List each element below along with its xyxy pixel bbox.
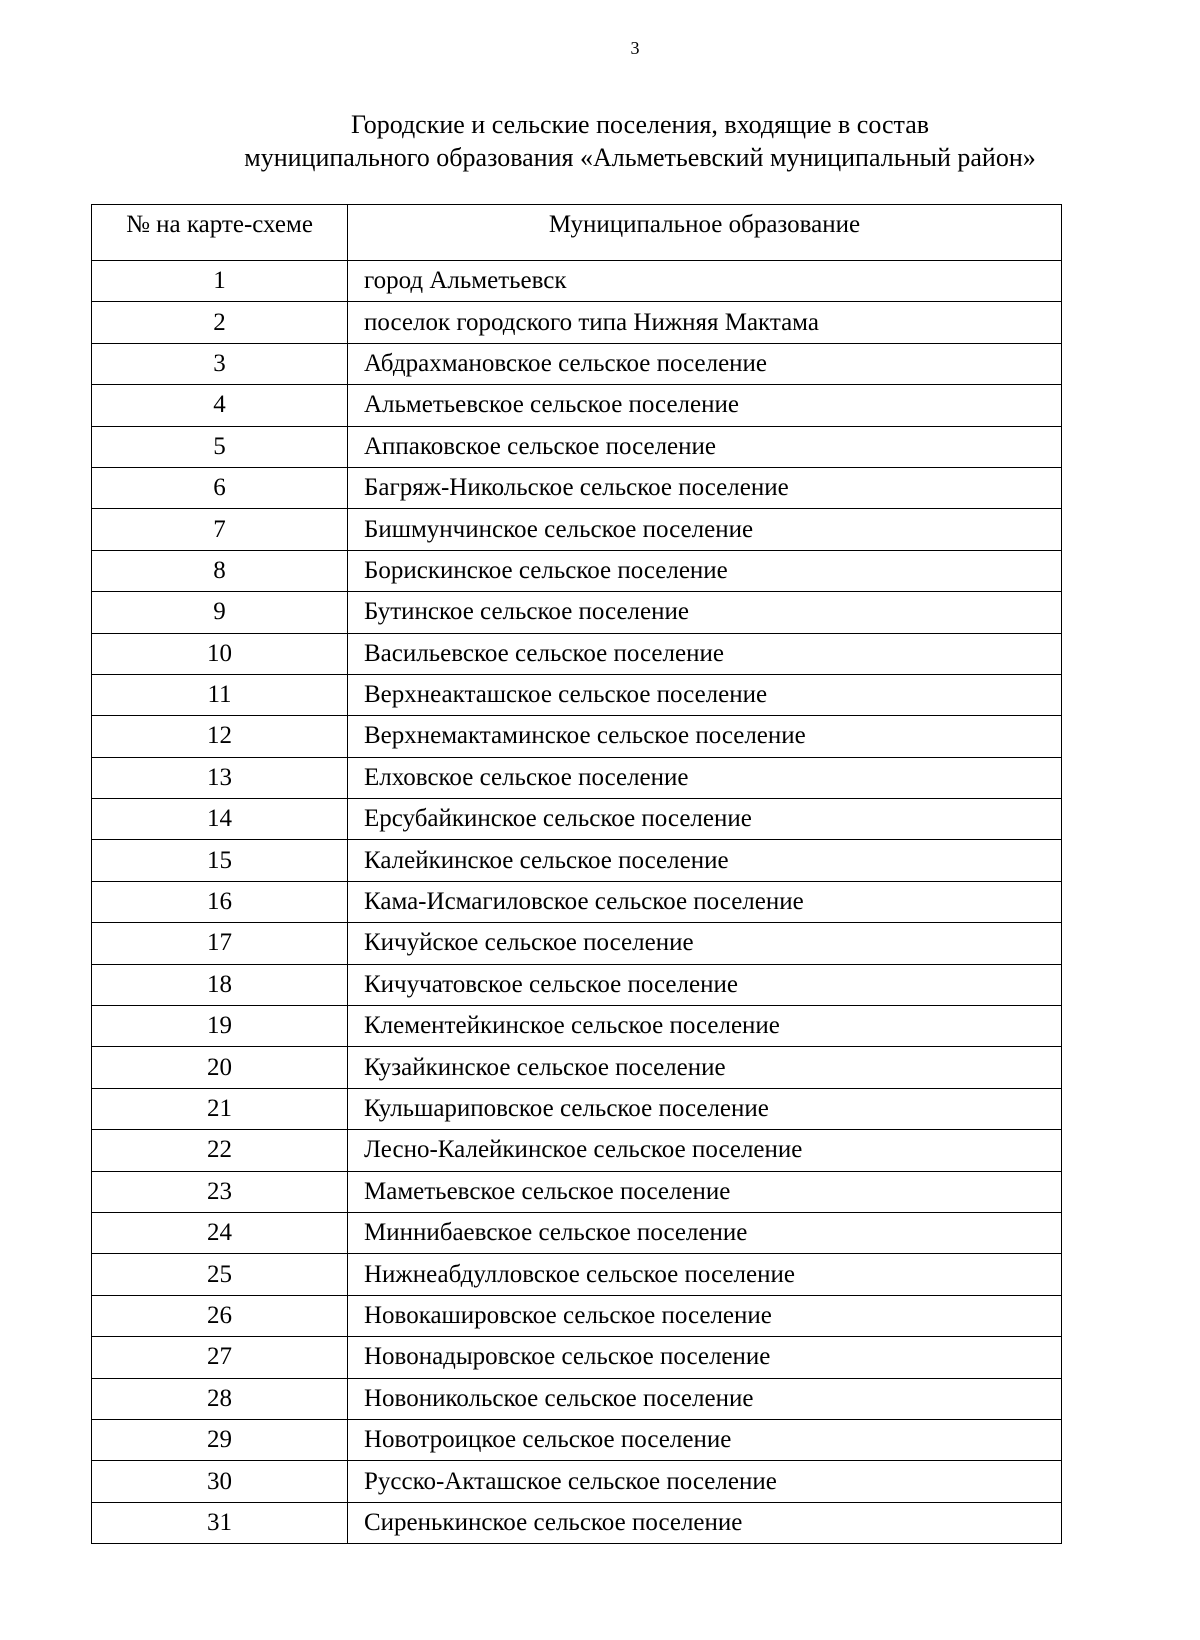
municipality-name-cell: Миннибаевское сельское поселение (348, 1212, 1062, 1253)
map-number-cell: 10 (92, 633, 348, 674)
table-row (92, 799, 1062, 840)
municipality-name-cell: Русско-Акташское сельское поселение (348, 1461, 1062, 1502)
map-number-cell: 7 (92, 509, 348, 550)
municipality-name-cell: Нижнеабдулловское сельское поселение (348, 1254, 1062, 1295)
table-row (92, 1254, 1062, 1295)
map-number-cell: 19 (92, 1006, 348, 1047)
municipality-name-cell: поселок городского типа Нижняя Мактама (348, 302, 1062, 343)
municipality-name-cell: Лесно-Калейкинское сельское поселение (348, 1130, 1062, 1171)
table-row (92, 757, 1062, 798)
map-number-cell: 24 (92, 1212, 348, 1253)
table-row (92, 1378, 1062, 1419)
table-row (92, 261, 1062, 302)
map-number-cell: 12 (92, 716, 348, 757)
title-line-2: муниципального образования «Альметьевский муниципальный район» (244, 143, 1036, 172)
municipality-name-cell: Елховское сельское поселение (348, 757, 1062, 798)
map-number-cell: 26 (92, 1295, 348, 1336)
page-number: 3 (630, 38, 640, 58)
municipality-name-cell: Верхнеакташское сельское поселение (348, 674, 1062, 715)
municipality-name-cell: Ерсубайкинское сельское поселение (348, 799, 1062, 840)
map-number-cell: 3 (92, 343, 348, 384)
table-row (92, 716, 1062, 757)
map-number-cell: 16 (92, 881, 348, 922)
map-number-cell: 15 (92, 840, 348, 881)
header-municipality: Муниципальное образование (348, 205, 1062, 261)
map-number-cell: 11 (92, 674, 348, 715)
table-row (92, 1502, 1062, 1543)
table-row (92, 509, 1062, 550)
table-body (92, 261, 1062, 1544)
map-number-cell: 4 (92, 385, 348, 426)
municipality-name-cell: Абдрахмановское сельское поселение (348, 343, 1062, 384)
table-header-row (92, 205, 1062, 261)
municipality-name-cell: Борискинское сельское поселение (348, 550, 1062, 591)
map-number-cell: 21 (92, 1088, 348, 1129)
table-row (92, 1047, 1062, 1088)
municipality-name-cell: Бутинское сельское поселение (348, 592, 1062, 633)
table-row (92, 302, 1062, 343)
map-number-cell: 25 (92, 1254, 348, 1295)
municipality-name-cell: Кузайкинское сельское поселение (348, 1047, 1062, 1088)
municipality-name-cell: Калейкинское сельское поселение (348, 840, 1062, 881)
map-number-cell: 6 (92, 467, 348, 508)
table-row (92, 964, 1062, 1005)
municipality-name-cell: Сиренькинское сельское поселение (348, 1502, 1062, 1543)
map-number-cell: 5 (92, 426, 348, 467)
title-line-1: Городские и сельские поселения, входящие в состав (350, 110, 930, 139)
map-number-cell: 28 (92, 1378, 348, 1419)
table-row (92, 467, 1062, 508)
map-number-cell: 23 (92, 1171, 348, 1212)
map-number-cell: 17 (92, 923, 348, 964)
municipality-name-cell: Кичучатовское сельское поселение (348, 964, 1062, 1005)
table-row (92, 550, 1062, 591)
municipality-name-cell: Новокашировское сельское поселение (348, 1295, 1062, 1336)
table-row (92, 923, 1062, 964)
table-row (92, 1006, 1062, 1047)
table-row (92, 343, 1062, 384)
map-number-cell: 8 (92, 550, 348, 591)
map-number-cell: 18 (92, 964, 348, 1005)
header-map-number: № на карте-схеме (92, 205, 348, 261)
table-row (92, 1419, 1062, 1460)
table-row (92, 840, 1062, 881)
table-row (92, 1212, 1062, 1253)
municipality-name-cell: Аппаковское сельское поселение (348, 426, 1062, 467)
municipality-name-cell: Кульшариповское сельское поселение (348, 1088, 1062, 1129)
table-row (92, 385, 1062, 426)
municipality-name-cell: Багряж-Никольское сельское поселение (348, 467, 1062, 508)
municipality-name-cell: Альметьевское сельское поселение (348, 385, 1062, 426)
municipality-name-cell: Васильевское сельское поселение (348, 633, 1062, 674)
map-number-cell: 27 (92, 1337, 348, 1378)
table-row (92, 674, 1062, 715)
municipality-name-cell: Кичуйское сельское поселение (348, 923, 1062, 964)
map-number-cell: 31 (92, 1502, 348, 1543)
table-row (92, 881, 1062, 922)
map-number-cell: 22 (92, 1130, 348, 1171)
municipality-name-cell: Новоникольское сельское поселение (348, 1378, 1062, 1419)
table-row (92, 1295, 1062, 1336)
table-row (92, 1461, 1062, 1502)
municipality-name-cell: Новонадыровское сельское поселение (348, 1337, 1062, 1378)
table-row (92, 592, 1062, 633)
map-number-cell: 14 (92, 799, 348, 840)
table-row (92, 1130, 1062, 1171)
map-number-cell: 1 (92, 261, 348, 302)
table-row (92, 1337, 1062, 1378)
municipality-name-cell: Клементейкинское сельское поселение (348, 1006, 1062, 1047)
table-row (92, 633, 1062, 674)
map-number-cell: 2 (92, 302, 348, 343)
map-number-cell: 29 (92, 1419, 348, 1460)
municipality-name-cell: Бишмунчинское сельское поселение (348, 509, 1062, 550)
municipality-name-cell: город Альметьевск (348, 261, 1062, 302)
table-row (92, 1171, 1062, 1212)
municipality-name-cell: Новотроицкое сельское поселение (348, 1419, 1062, 1460)
settlements-table (91, 204, 1062, 1544)
document-title (150, 108, 1130, 174)
table-row (92, 426, 1062, 467)
municipality-name-cell: Кама-Исмагиловское сельское поселение (348, 881, 1062, 922)
municipality-name-cell: Верхнемактаминское сельское поселение (348, 716, 1062, 757)
municipality-name-cell: Маметьевское сельское поселение (348, 1171, 1062, 1212)
map-number-cell: 13 (92, 757, 348, 798)
map-number-cell: 20 (92, 1047, 348, 1088)
map-number-cell: 9 (92, 592, 348, 633)
map-number-cell: 30 (92, 1461, 348, 1502)
table-row (92, 1088, 1062, 1129)
